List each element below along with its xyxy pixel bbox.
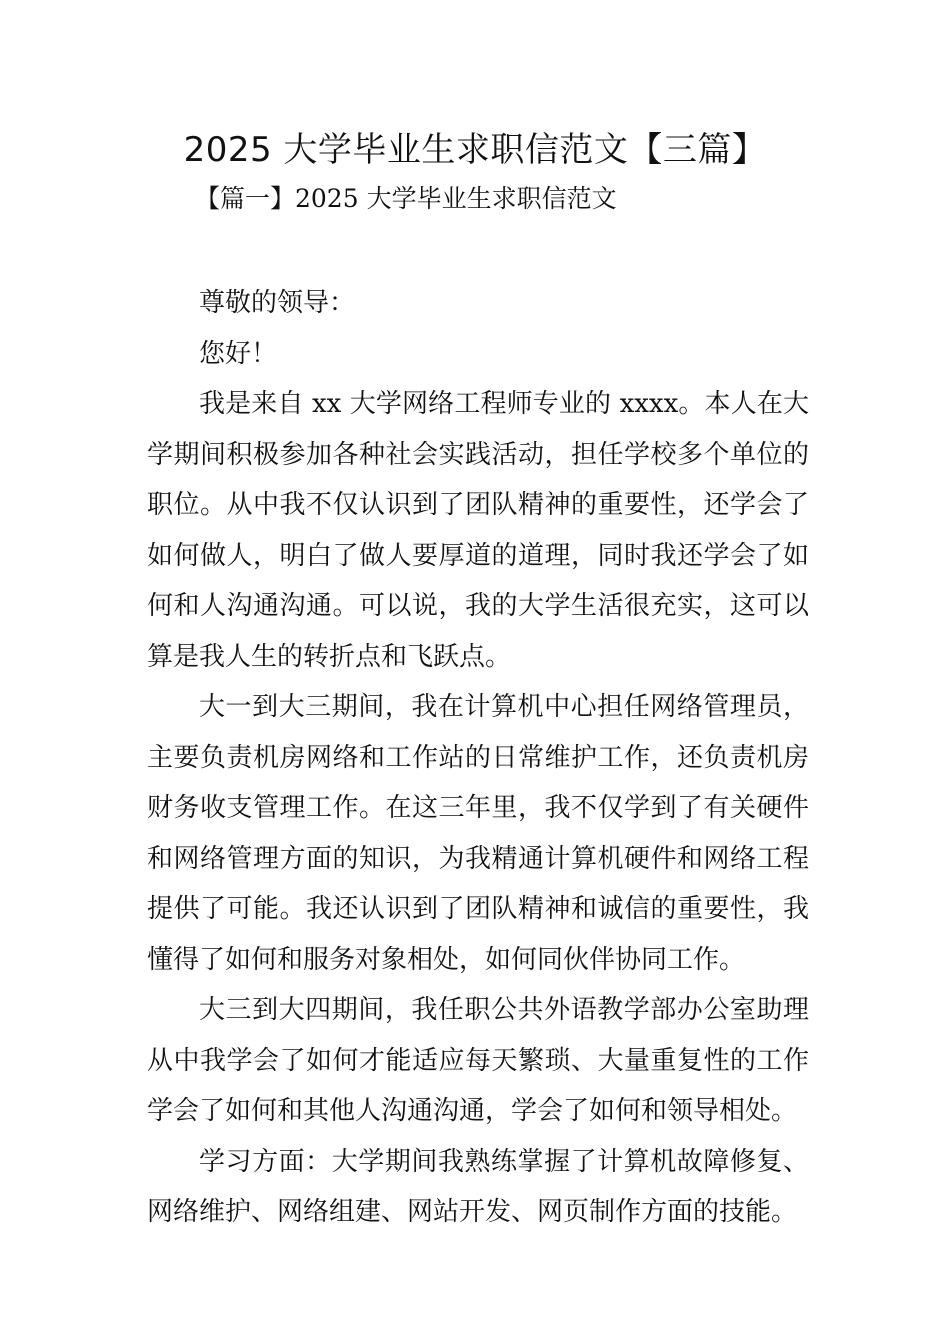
section-heading: 【篇一】2025 大学毕业生求职信范文 — [195, 184, 617, 213]
body-paragraph: 大三到大四期间，我任职公共外语教学部办公室助理从中我学会了如何才能适应每天繁琐、大量重复性的工作学会了如何和其他人沟通沟通，学会了如何和领导相处。 — [147, 995, 809, 1126]
body-paragraph: 大一到大三期间，我在计算机中心担任网络管理员，主要负责机房网络和工作站的日常维护工作，还负责机房财务收支管理工作。在这三年里，我不仅学到了有关硬件和网络管理方面的知识，为我精通计算机硬件和网络工程提供了可能。我还认识到了团队精神和诚信的重要性，我懂得了如何和服务对象相处，如何同伙伴协同工作。 — [147, 692, 809, 975]
salutation: 尊敬的领导： — [199, 288, 356, 318]
body-paragraph: 学习方面：大学期间我熟练掌握了计算机故障修复、网络维护、网络组建、网站开发、网页制作方面的技能。 — [147, 1146, 809, 1227]
document-title: 2025 大学毕业生求职信范文【三篇】 — [183, 130, 767, 170]
letter-body — [147, 278, 809, 1238]
body-paragraph: 我是来自 xx 大学网络工程师专业的 xxxx。本人在大学期间积极参加各种社会实践活动，担任学校多个单位的职位。从中我不仅认识到了团队精神的重要性，还学会了如何做人，明白了做人要厚道的道理，同时我还学会了如何和人沟通沟通。可以说，我的大学生活很充实，这可以算是我人生的转折点和飞跃点。 — [147, 389, 809, 672]
greeting: 您好！ — [199, 338, 278, 369]
